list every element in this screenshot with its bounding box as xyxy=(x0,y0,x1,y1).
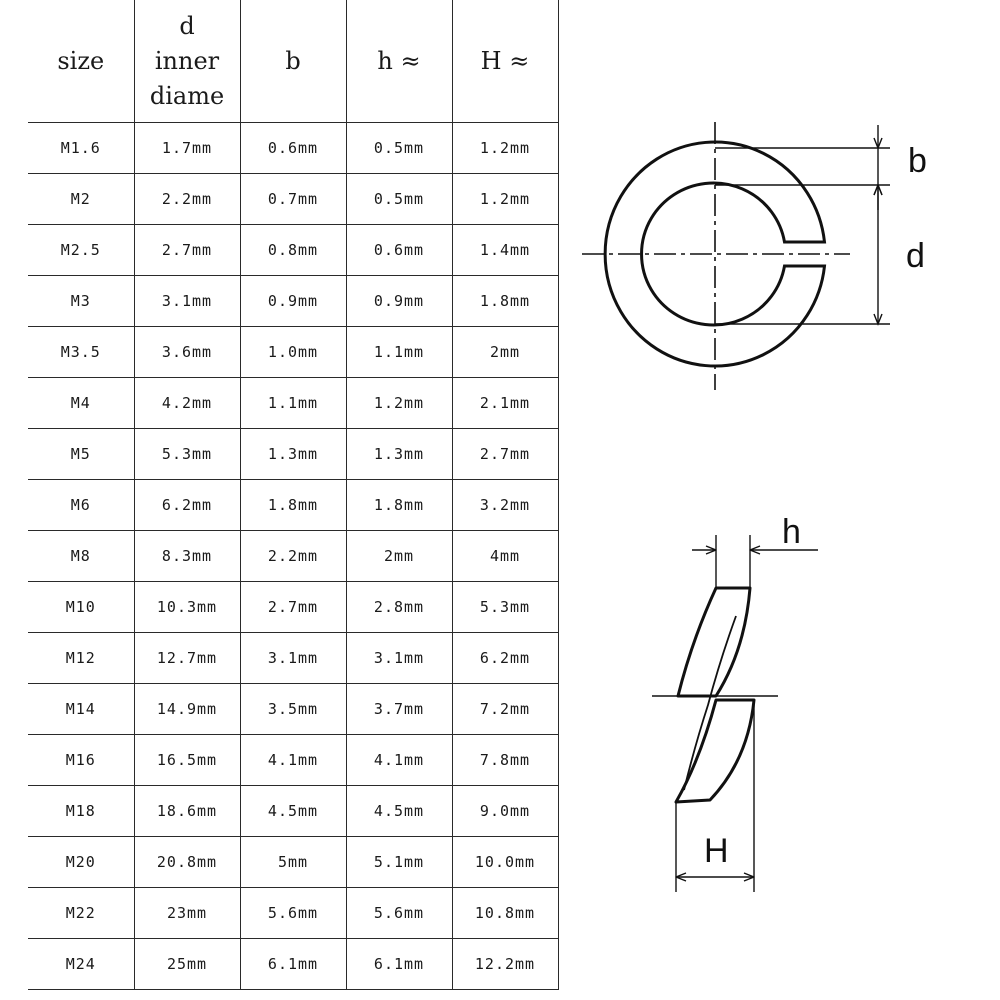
table-cell-size: M1.6 xyxy=(28,123,134,174)
table-cell-H: 9.0mm xyxy=(452,786,558,837)
table-cell-inner-diameter: 23mm xyxy=(134,888,240,939)
table-row xyxy=(28,888,558,939)
label-d: d xyxy=(906,237,925,275)
table-row xyxy=(28,786,558,837)
table-cell-inner-diameter: 5.3mm xyxy=(134,429,240,480)
table-cell-h: 5.6mm xyxy=(346,888,452,939)
table-cell-b: 3.1mm xyxy=(240,633,346,684)
table-cell-H: 10.8mm xyxy=(452,888,558,939)
column-header-size xyxy=(28,0,134,123)
column-header-inner-diameter xyxy=(134,0,240,123)
table-cell-inner-diameter: 25mm xyxy=(134,939,240,990)
table-cell-inner-diameter: 4.2mm xyxy=(134,378,240,429)
table-cell-h: 3.1mm xyxy=(346,633,452,684)
column-header-line: d xyxy=(179,11,195,40)
table-cell-h: 3.7mm xyxy=(346,684,452,735)
table-cell-H: 7.2mm xyxy=(452,684,558,735)
table-cell-b: 5.6mm xyxy=(240,888,346,939)
table-row xyxy=(28,429,558,480)
washer-lower-half xyxy=(676,700,754,802)
table-cell-size: M22 xyxy=(28,888,134,939)
washer-size-table xyxy=(28,0,559,990)
table-cell-size: M2 xyxy=(28,174,134,225)
washer-top-view xyxy=(582,122,890,390)
table-cell-h: 2mm xyxy=(346,531,452,582)
table-cell-b: 2.2mm xyxy=(240,531,346,582)
table-cell-b: 5mm xyxy=(240,837,346,888)
table-cell-b: 6.1mm xyxy=(240,939,346,990)
table-cell-H: 5.3mm xyxy=(452,582,558,633)
column-header-line: H ≈ xyxy=(480,46,530,75)
table-cell-b: 1.3mm xyxy=(240,429,346,480)
table-row xyxy=(28,531,558,582)
table-cell-H: 1.8mm xyxy=(452,276,558,327)
table-cell-size: M14 xyxy=(28,684,134,735)
table-cell-h: 1.2mm xyxy=(346,378,452,429)
table-cell-H: 6.2mm xyxy=(452,633,558,684)
table-cell-h: 1.8mm xyxy=(346,480,452,531)
table-cell-h: 2.8mm xyxy=(346,582,452,633)
washer-upper-half xyxy=(678,588,750,696)
table-cell-b: 0.6mm xyxy=(240,123,346,174)
table-cell-size: M16 xyxy=(28,735,134,786)
table-cell-b: 1.1mm xyxy=(240,378,346,429)
table-cell-inner-diameter: 14.9mm xyxy=(134,684,240,735)
table-cell-b: 2.7mm xyxy=(240,582,346,633)
column-header-line: inner xyxy=(154,46,220,75)
table-cell-H: 3.2mm xyxy=(452,480,558,531)
washer-twist-inner xyxy=(684,616,736,790)
table-cell-H: 7.8mm xyxy=(452,735,558,786)
table-cell-b: 0.9mm xyxy=(240,276,346,327)
table-cell-h: 5.1mm xyxy=(346,837,452,888)
table-cell-size: M4 xyxy=(28,378,134,429)
table-row xyxy=(28,225,558,276)
table-cell-H: 2.1mm xyxy=(452,378,558,429)
table-cell-inner-diameter: 18.6mm xyxy=(134,786,240,837)
label-H: H xyxy=(704,832,729,870)
table-cell-b: 3.5mm xyxy=(240,684,346,735)
table-cell-size: M6 xyxy=(28,480,134,531)
table-cell-inner-diameter: 2.2mm xyxy=(134,174,240,225)
table-cell-size: M2.5 xyxy=(28,225,134,276)
table-cell-h: 0.5mm xyxy=(346,174,452,225)
table-cell-size: M8 xyxy=(28,531,134,582)
table-cell-H: 1.4mm xyxy=(452,225,558,276)
table-cell-inner-diameter: 16.5mm xyxy=(134,735,240,786)
table-cell-H: 2mm xyxy=(452,327,558,378)
table-row xyxy=(28,735,558,786)
table-cell-H: 1.2mm xyxy=(452,174,558,225)
table-cell-b: 0.7mm xyxy=(240,174,346,225)
table-row xyxy=(28,123,558,174)
table-row xyxy=(28,633,558,684)
table-cell-H: 4mm xyxy=(452,531,558,582)
table-cell-inner-diameter: 2.7mm xyxy=(134,225,240,276)
table-cell-h: 1.1mm xyxy=(346,327,452,378)
table-row xyxy=(28,378,558,429)
table-cell-inner-diameter: 3.6mm xyxy=(134,327,240,378)
table-cell-inner-diameter: 12.7mm xyxy=(134,633,240,684)
washer-diagram xyxy=(560,0,1000,1000)
table-cell-h: 0.6mm xyxy=(346,225,452,276)
table-cell-size: M20 xyxy=(28,837,134,888)
table-cell-inner-diameter: 10.3mm xyxy=(134,582,240,633)
table-cell-H: 1.2mm xyxy=(452,123,558,174)
table-cell-H: 12.2mm xyxy=(452,939,558,990)
washer-side-view xyxy=(652,535,818,892)
column-header-b xyxy=(240,0,346,123)
table-cell-H: 2.7mm xyxy=(452,429,558,480)
column-header-line: diame xyxy=(149,81,225,110)
column-header-line: b xyxy=(285,46,301,75)
table-cell-size: M24 xyxy=(28,939,134,990)
table-cell-inner-diameter: 6.2mm xyxy=(134,480,240,531)
table-row xyxy=(28,837,558,888)
table-cell-b: 1.0mm xyxy=(240,327,346,378)
table-cell-size: M5 xyxy=(28,429,134,480)
table-row xyxy=(28,327,558,378)
table-cell-h: 6.1mm xyxy=(346,939,452,990)
table-cell-inner-diameter: 3.1mm xyxy=(134,276,240,327)
table-cell-size: M3.5 xyxy=(28,327,134,378)
table-row xyxy=(28,174,558,225)
column-header-line: h ≈ xyxy=(377,46,421,75)
column-header-line: size xyxy=(57,46,105,75)
table-cell-h: 4.1mm xyxy=(346,735,452,786)
label-h: h xyxy=(782,513,801,551)
table-cell-H: 10.0mm xyxy=(452,837,558,888)
label-b: b xyxy=(908,142,927,180)
table-header-row xyxy=(28,0,558,123)
table-cell-b: 4.5mm xyxy=(240,786,346,837)
table-row xyxy=(28,684,558,735)
table-cell-h: 4.5mm xyxy=(346,786,452,837)
table-row xyxy=(28,480,558,531)
table-row xyxy=(28,582,558,633)
column-header-h xyxy=(346,0,452,123)
table-cell-h: 0.5mm xyxy=(346,123,452,174)
table-cell-size: M10 xyxy=(28,582,134,633)
table-cell-inner-diameter: 1.7mm xyxy=(134,123,240,174)
table-cell-size: M18 xyxy=(28,786,134,837)
table-cell-b: 1.8mm xyxy=(240,480,346,531)
table-cell-inner-diameter: 8.3mm xyxy=(134,531,240,582)
table-cell-inner-diameter: 20.8mm xyxy=(134,837,240,888)
table-cell-b: 4.1mm xyxy=(240,735,346,786)
table-row xyxy=(28,276,558,327)
table-cell-b: 0.8mm xyxy=(240,225,346,276)
column-header-H xyxy=(452,0,558,123)
table-cell-h: 0.9mm xyxy=(346,276,452,327)
table-cell-size: M3 xyxy=(28,276,134,327)
table-row xyxy=(28,939,558,990)
table-cell-h: 1.3mm xyxy=(346,429,452,480)
table-cell-size: M12 xyxy=(28,633,134,684)
table-body xyxy=(28,123,558,990)
